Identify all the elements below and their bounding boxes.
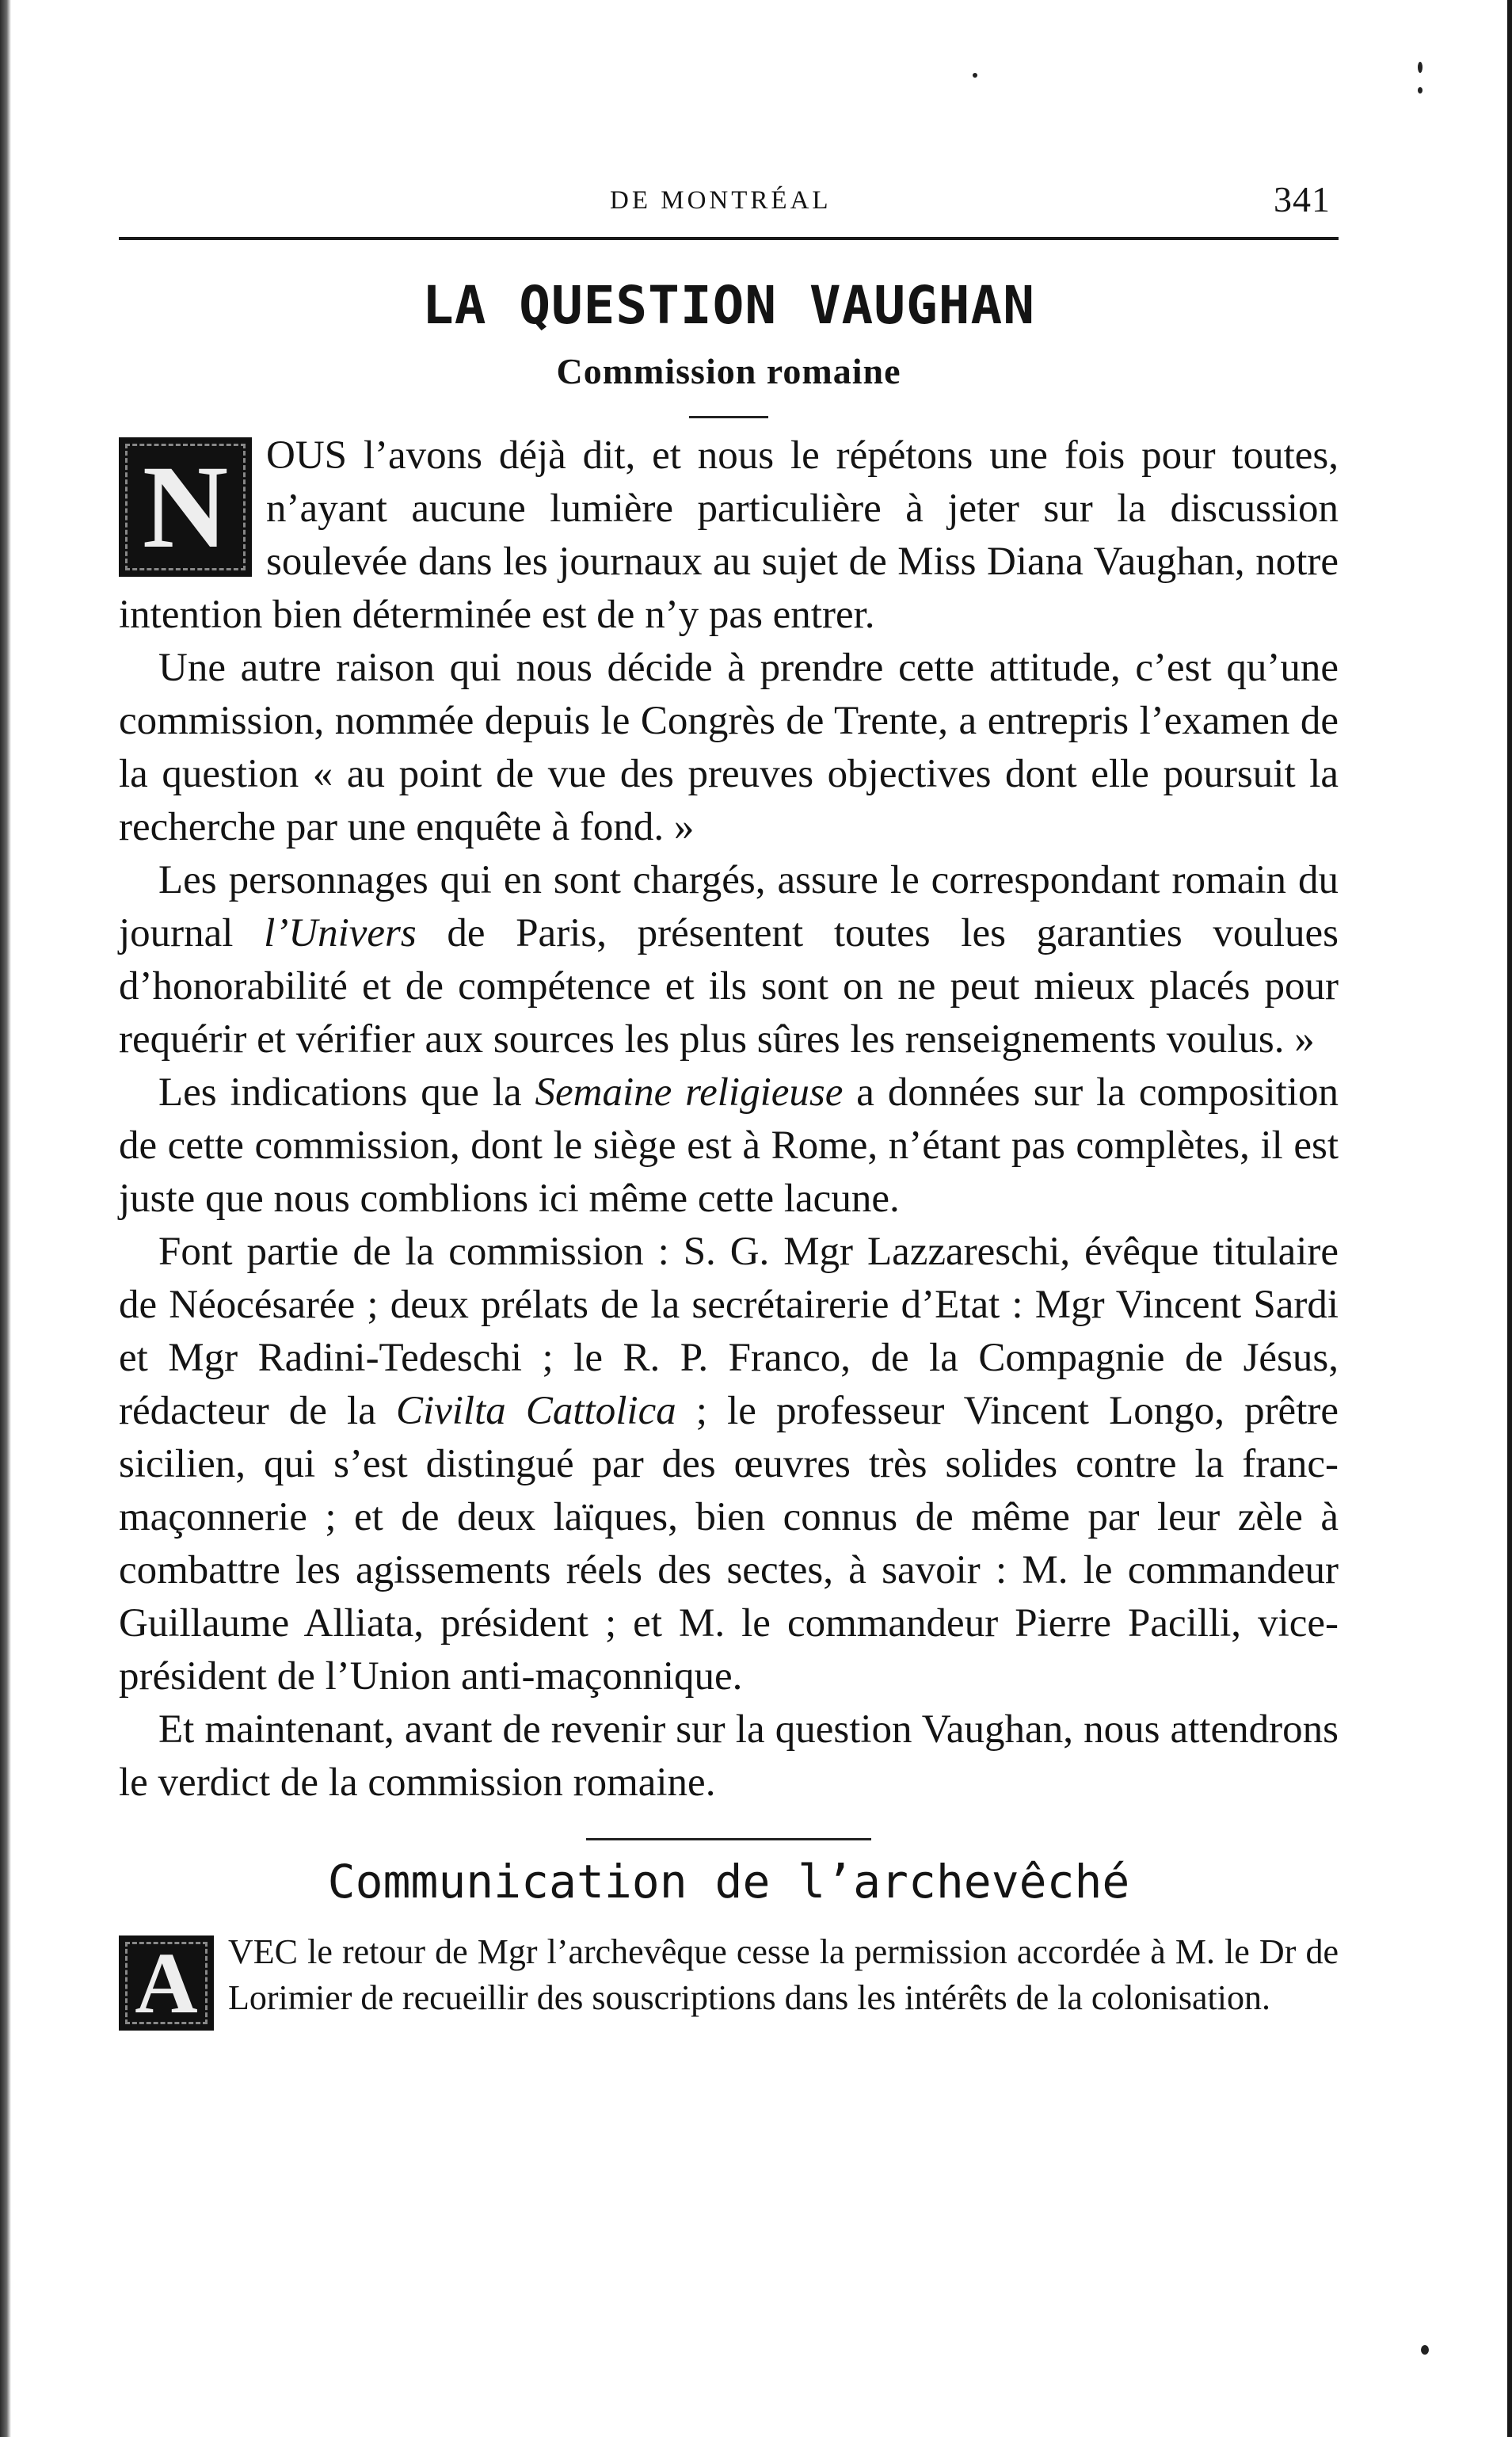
running-title: DE MONTRÉAL: [610, 186, 832, 215]
journal-name-semaine: Semaine religieuse: [535, 1070, 844, 1115]
title-rule: [689, 416, 768, 418]
paragraph-3: [119, 854, 1339, 1066]
scan-speck: [973, 73, 977, 78]
article-body: [119, 429, 1339, 1810]
scan-speck: [1421, 2345, 1429, 2355]
header-rule: [119, 237, 1339, 240]
running-head: [119, 178, 1339, 226]
paragraph-4-text-a: Les indications que la: [158, 1070, 535, 1115]
second-article-paragraph: [119, 1929, 1339, 2031]
paragraph-6: Et maintenant, avant de revenir sur la question Vaughan, nous attendrons le verdict de la commission romaine.: [119, 1707, 1339, 1805]
page-number: 341: [1274, 179, 1331, 219]
journal-name-civilta: Civilta Cattolica: [395, 1389, 676, 1433]
page-body: [119, 178, 1339, 2031]
second-article-title: Communication de l’archevêché: [327, 1855, 1130, 1909]
scan-speck: [1418, 87, 1422, 93]
second-article-text: VEC le retour de Mgr l’archevêque cesse la permission accordée à M. le Dr de Lorimier de recueillir des souscriptions dans les intérêts de la colonisation.: [228, 1932, 1339, 2017]
paragraph-1: [119, 429, 1339, 642]
dropcap-letter: N: [142, 441, 229, 573]
paragraph-2: Une autre raison qui nous décide à prendre cette attitude, c’est qu’une commission, nommée depuis le Congrès de Trente, a entrepris l’examen de la question « au point de vue des preuves objectives dont elle poursuit la recherche par une enquête à fond. »: [119, 646, 1339, 849]
journal-name-univers: l’Univers: [264, 911, 417, 955]
paragraph-4: [119, 1066, 1339, 1226]
dropcap-ornament-small: [119, 1935, 214, 2031]
scan-edge-left: [0, 0, 11, 2437]
article-title: LA QUESTION VAUGHAN: [422, 275, 1035, 336]
paragraph-5-text-a: Font partie de la commission : S. G. Mgr Lazzareschi, évêque titulaire de Néocésarée ; deux prélats de la secrétairerie d’Etat : Mgr Vincent Sardi et Mgr Radini-Tedeschi ; le R. P. Franco, de la Compagnie de Jésus, rédacteur de la: [119, 1230, 1339, 1433]
article-subtitle: Commission romaine: [556, 351, 901, 391]
dropcap-letter-small: A: [135, 1935, 198, 2031]
scan-speck: [1418, 62, 1422, 73]
paragraph-3-text-a: Les personnages qui en sont chargés, assure le correspondant romain du journal: [119, 858, 1339, 955]
paragraph-3-text-b: de Paris, présentent toutes les garanties voulues d’honorabilité et de compétence et ils sont on ne peut mieux placés pour requérir et vérifier aux sources les plus sûres les renseignements voulus. »: [119, 911, 1339, 1062]
paragraph-1-text: OUS l’avons déjà dit, et nous le répétons une fois pour toutes, n’ayant aucune lumière particulière à jeter sur la discussion soulevée dans les journaux au sujet de Miss Diana Vaughan, notre intention bien déterminée est de n’y pas entrer.: [119, 433, 1339, 637]
scan-edge-right: [1507, 0, 1512, 2437]
paragraph-4-text-b: a données sur la composition de cette commission, dont le siège est à Rome, n’étant pas complètes, il est juste que nous comblions ici même cette lacune.: [119, 1070, 1339, 1221]
paragraph-5-text-b: ; le professeur Vincent Longo, prêtre sicilien, qui s’est distingué par des œuvres très solides contre la franc-maçonnerie ; et de deux laïques, bien connus de même par leur zèle à combattre les agissements réels des sectes, à savoir : M. le commandeur Guillaume Alliata, président ; et M. le commandeur Pierre Pacilli, vice-président de l’Union anti-maçonnique.: [119, 1389, 1339, 1699]
second-article-body: [119, 1929, 1339, 2031]
paragraph-5: [119, 1226, 1339, 1703]
dropcap-ornament: [119, 437, 252, 577]
section-rule: [586, 1838, 871, 1840]
